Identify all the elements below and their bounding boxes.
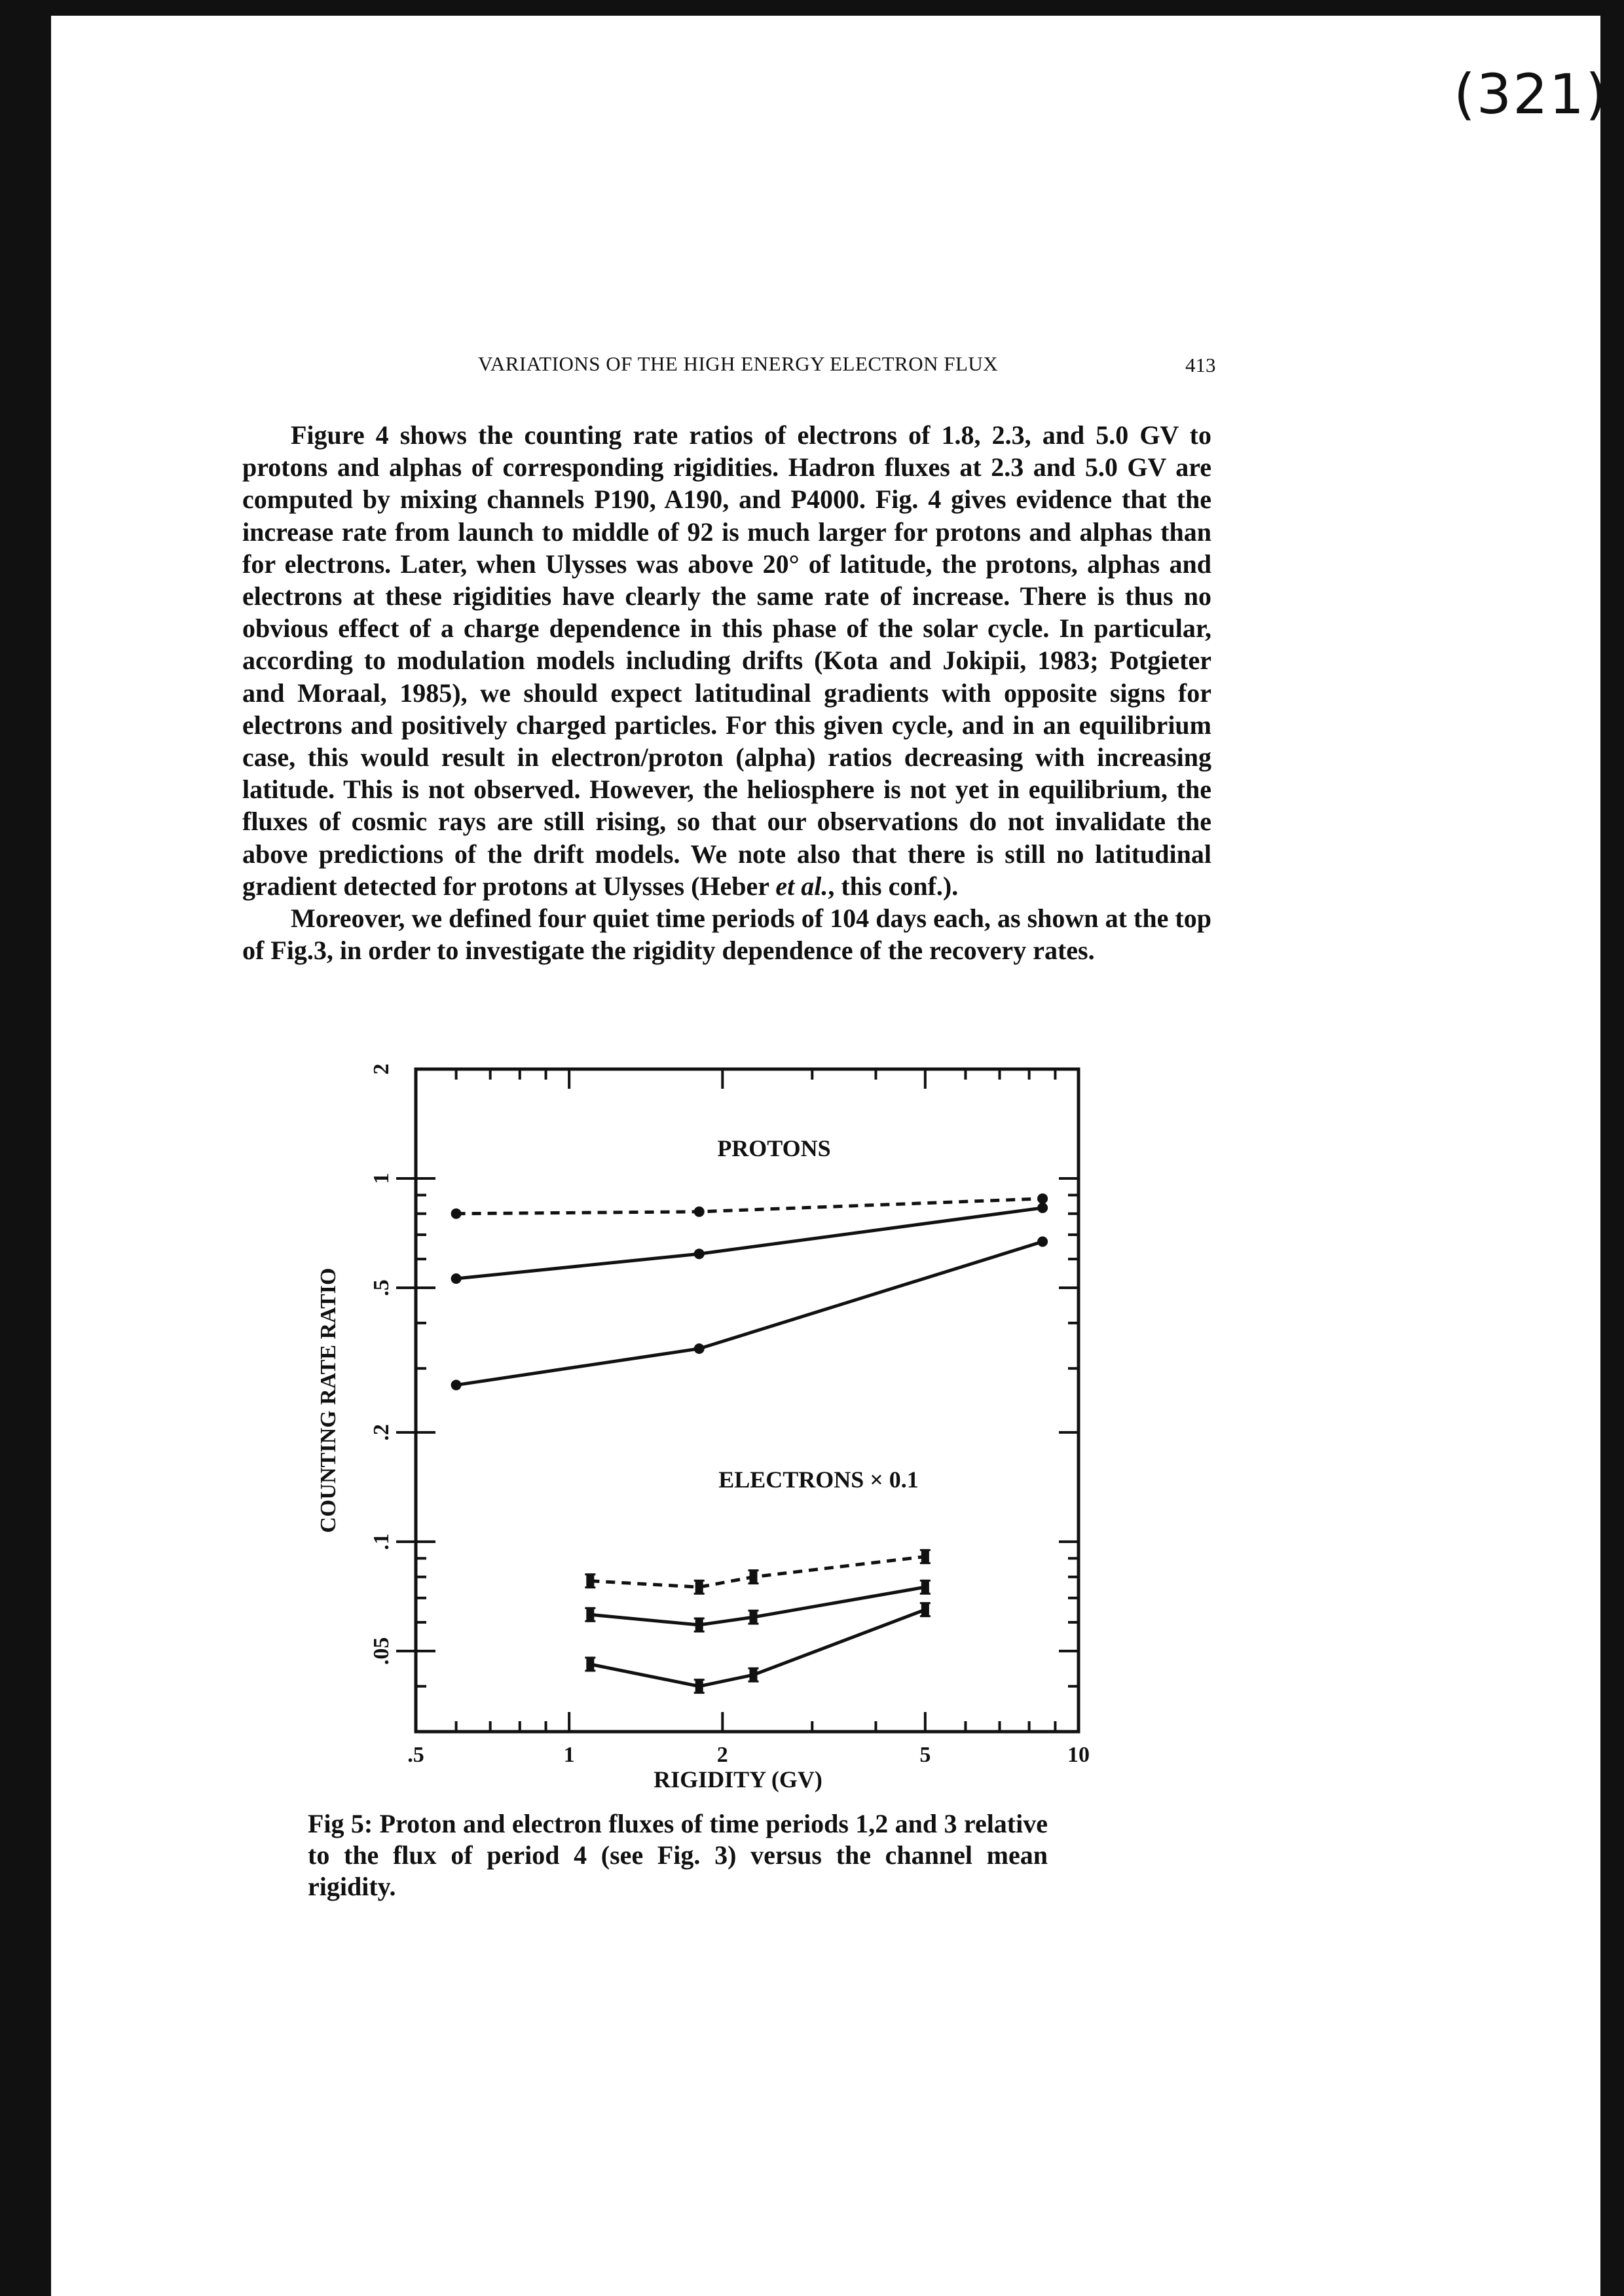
x-tick-label: 2 bbox=[716, 1743, 728, 1767]
annotation-electrons: ELECTRONS × 0.1 bbox=[718, 1467, 919, 1493]
y-tick-label: .5 bbox=[369, 1279, 394, 1296]
x-tick-label: 10 bbox=[1067, 1743, 1090, 1767]
electrons-data-point bbox=[750, 1571, 758, 1583]
protons-data-point bbox=[694, 1207, 705, 1217]
paragraph-1-italic: et al. bbox=[775, 871, 828, 901]
electrons-data-point bbox=[695, 1581, 703, 1593]
y-tick-label: .05 bbox=[369, 1637, 394, 1666]
protons-data-point bbox=[1037, 1237, 1048, 1247]
series-layer bbox=[451, 1194, 1048, 1693]
figure-caption: Fig 5: Proton and electron fluxes of time periods 1,2 and 3 relative to the flux of period 4 (see Fig. 3) versus the channel mean rigidity. bbox=[308, 1809, 1048, 1901]
x-axis-title: RIGIDITY (GV) bbox=[654, 1766, 822, 1793]
y-axis-title: COUNTING RATE RATIO bbox=[316, 1267, 341, 1533]
y-tick-label: 2 bbox=[369, 1063, 394, 1075]
protons-data-point bbox=[451, 1209, 462, 1219]
electrons-data-point bbox=[750, 1611, 758, 1623]
handwritten-page-mark: (321) bbox=[1454, 62, 1608, 126]
electrons-data-point bbox=[586, 1609, 594, 1620]
electrons-data-point bbox=[586, 1658, 594, 1670]
plot-frame bbox=[416, 1069, 1079, 1732]
protons-data-point bbox=[451, 1380, 462, 1391]
electrons-data-point bbox=[695, 1681, 703, 1692]
running-title: VARIATIONS OF THE HIGH ENERGY ELECTRON FLUX bbox=[478, 352, 999, 375]
electrons-data-point bbox=[921, 1581, 929, 1593]
protons-series-line bbox=[456, 1242, 1043, 1385]
y-tick-label: .1 bbox=[369, 1533, 394, 1550]
paragraph-2: Moreover, we defined four quiet time periods of 104 days each, as shown at the top of Fig.3, in order to investigate the rigidity dependence of the recovery rates. bbox=[242, 903, 1211, 966]
x-tick-label: 5 bbox=[919, 1743, 931, 1767]
x-axis-ticks bbox=[407, 1069, 1090, 1767]
protons-series-line bbox=[456, 1199, 1043, 1214]
paragraph-1-end: , this conf.). bbox=[828, 871, 959, 901]
y-tick-label: 1 bbox=[369, 1173, 394, 1184]
annotation-protons: PROTONS bbox=[717, 1135, 831, 1161]
page-number: 413 bbox=[1185, 354, 1216, 376]
protons-data-point bbox=[694, 1248, 705, 1259]
x-tick-label: 1 bbox=[563, 1743, 575, 1767]
electrons-series-line bbox=[590, 1587, 925, 1625]
electrons-data-point bbox=[695, 1619, 703, 1631]
electrons-data-point bbox=[750, 1669, 758, 1681]
paragraph-1-text: Figure 4 shows the counting rate ratios of electrons of 1.8, 2.3, and 5.0 GV to protons and alphas of corresponding rigidities. Hadron fluxes at 2.3 and 5.0 GV are computed by mixing channels P190, A190, and P4000. Fig. 4 gives evidence that the increase rate from launch to middle of 92 is much larger for protons and alphas than for electrons. Later, when Ulysses was above 20° of latitude, the protons, alphas and electrons at these rigidities have clearly the same rate of increase. There is thus no obvious effect of a charge dependence in this phase of the solar cycle. In particular, according to modulation models including drifts (Kota and Jokipii, 1983; Potgieter and Moraal, 1985), we should expect latitudinal gradients with opposite signs for electrons and positively charged particles. For this given cycle, and in an equilibrium case, this would result in electron/proton (alpha) ratios decreasing with increasing latitude. This is not observed. However, the heliosphere is not yet in equilibrium, the fluxes of cosmic rays are still rising, so that our observations do not invalidate the above predictions of the drift models. We note also that there is still no latitudinal gradient detected for protons at Ulysses (Heber bbox=[242, 420, 1211, 901]
electrons-series-line bbox=[590, 1610, 925, 1686]
electrons-data-point bbox=[921, 1551, 929, 1563]
protons-data-point bbox=[1037, 1203, 1048, 1213]
y-tick-label: .2 bbox=[369, 1424, 394, 1441]
x-tick-label: .5 bbox=[407, 1743, 424, 1767]
protons-data-point bbox=[1037, 1194, 1048, 1204]
protons-data-point bbox=[694, 1343, 705, 1354]
electrons-data-point bbox=[586, 1575, 594, 1587]
protons-data-point bbox=[451, 1273, 462, 1284]
electrons-data-point bbox=[921, 1604, 929, 1616]
